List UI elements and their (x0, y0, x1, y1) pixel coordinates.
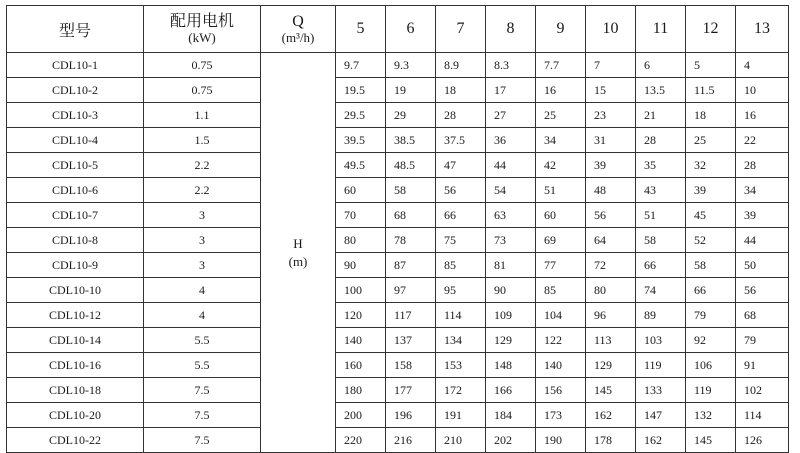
motor-power-cell: 7.5 (144, 378, 261, 403)
head-value-cell: 36 (486, 128, 536, 153)
head-value-cell: 80 (336, 228, 386, 253)
head-value-cell: 102 (736, 378, 789, 403)
head-value-cell: 8.3 (486, 53, 536, 78)
head-value-cell: 56 (736, 278, 789, 303)
head-value-cell: 27 (486, 103, 536, 128)
head-value-cell: 158 (386, 353, 436, 378)
head-value-cell: 52 (686, 228, 736, 253)
motor-power-header-label: 配用电机 (169, 13, 234, 30)
motor-power-cell: 3 (144, 203, 261, 228)
head-value-cell: 6 (636, 53, 686, 78)
head-value-cell: 145 (686, 428, 736, 453)
head-value-cell: 29.5 (336, 103, 386, 128)
model-cell: CDL10-2 (7, 78, 144, 103)
table-row (7, 153, 789, 178)
head-value-cell: 90 (336, 253, 386, 278)
head-value-cell: 210 (436, 428, 486, 453)
head-value-cell: 7 (586, 53, 636, 78)
flow-value-header: 7 (436, 6, 486, 53)
head-value-cell: 134 (436, 328, 486, 353)
head-value-cell: 48 (586, 178, 636, 203)
head-value-cell: 66 (686, 278, 736, 303)
head-value-cell: 137 (386, 328, 436, 353)
model-cell: CDL10-4 (7, 128, 144, 153)
head-value-cell: 60 (336, 178, 386, 203)
head-value-cell: 92 (686, 328, 736, 353)
head-value-cell: 28 (436, 103, 486, 128)
head-value-cell: 216 (386, 428, 436, 453)
table-row (7, 203, 789, 228)
head-value-cell: 133 (636, 378, 686, 403)
motor-power-cell: 1.5 (144, 128, 261, 153)
table-body (7, 53, 789, 453)
motor-power-cell: 2.2 (144, 178, 261, 203)
head-value-cell: 220 (336, 428, 386, 453)
head-value-cell: 180 (336, 378, 386, 403)
head-value-cell: 91 (736, 353, 789, 378)
model-cell: CDL10-9 (7, 253, 144, 278)
motor-power-cell: 4 (144, 278, 261, 303)
head-value-cell: 172 (436, 378, 486, 403)
table-row (7, 128, 789, 153)
flow-value-header: 12 (686, 6, 736, 53)
head-value-cell: 47 (436, 153, 486, 178)
head-value-cell: 31 (586, 128, 636, 153)
head-value-cell: 68 (736, 303, 789, 328)
model-cell: CDL10-22 (7, 428, 144, 453)
head-value-cell: 162 (586, 403, 636, 428)
flow-value-header: 11 (636, 6, 686, 53)
pump-spec-sheet (6, 5, 789, 453)
head-value-cell: 132 (686, 403, 736, 428)
table-row (7, 253, 789, 278)
head-value-cell: 19.5 (336, 78, 386, 103)
head-value-cell: 191 (436, 403, 486, 428)
head-value-cell: 60 (536, 203, 586, 228)
table-row (7, 78, 789, 103)
table-row (7, 328, 789, 353)
table-row (7, 53, 789, 78)
head-value-cell: 166 (486, 378, 536, 403)
head-value-cell: 129 (486, 328, 536, 353)
head-value-cell: 140 (336, 328, 386, 353)
head-value-cell: 15 (586, 78, 636, 103)
head-value-cell: 120 (336, 303, 386, 328)
model-header: 型号 (7, 6, 144, 53)
model-cell: CDL10-12 (7, 303, 144, 328)
head-value-cell: 18 (686, 103, 736, 128)
motor-power-header-unit: (kW) (188, 30, 216, 45)
head-value-cell: 119 (636, 353, 686, 378)
head-value-cell: 140 (536, 353, 586, 378)
head-value-cell: 68 (386, 203, 436, 228)
flow-value-header: 5 (336, 6, 386, 53)
head-value-cell: 145 (586, 378, 636, 403)
head-value-cell: 119 (686, 378, 736, 403)
head-value-cell: 96 (586, 303, 636, 328)
head-value-cell: 11.5 (686, 78, 736, 103)
head-value-cell: 129 (586, 353, 636, 378)
model-cell: CDL10-6 (7, 178, 144, 203)
head-value-cell: 38.5 (386, 128, 436, 153)
head-value-cell: 56 (586, 203, 636, 228)
head-value-cell: 44 (486, 153, 536, 178)
head-value-cell: 113 (586, 328, 636, 353)
head-value-cell: 200 (336, 403, 386, 428)
flow-value-header: 8 (486, 6, 536, 53)
head-value-cell: 147 (636, 403, 686, 428)
head-value-cell: 177 (386, 378, 436, 403)
head-value-cell: 106 (686, 353, 736, 378)
head-value-cell: 19 (386, 78, 436, 103)
head-value-cell: 45 (686, 203, 736, 228)
head-value-cell: 64 (586, 228, 636, 253)
head-value-cell: 160 (336, 353, 386, 378)
table-row (7, 178, 789, 203)
flow-value-header: 10 (586, 6, 636, 53)
model-cell: CDL10-7 (7, 203, 144, 228)
head-value-cell: 8.9 (436, 53, 486, 78)
head-value-cell: 114 (736, 403, 789, 428)
head-value-cell: 28 (736, 153, 789, 178)
head-value-cell: 156 (536, 378, 586, 403)
motor-power-cell: 3 (144, 228, 261, 253)
head-value-cell: 153 (436, 353, 486, 378)
motor-power-cell: 2.2 (144, 153, 261, 178)
table-row (7, 303, 789, 328)
head-value-cell: 58 (686, 253, 736, 278)
head-value-cell: 58 (636, 228, 686, 253)
model-cell: CDL10-14 (7, 328, 144, 353)
head-value-cell: 162 (636, 428, 686, 453)
head-value-cell: 51 (636, 203, 686, 228)
head-value-cell: 54 (486, 178, 536, 203)
head-value-cell: 63 (486, 203, 536, 228)
head-value-cell: 109 (486, 303, 536, 328)
head-value-cell: 72 (586, 253, 636, 278)
head-value-cell: 21 (636, 103, 686, 128)
head-value-cell: 202 (486, 428, 536, 453)
head-value-cell: 69 (536, 228, 586, 253)
head-value-cell: 74 (636, 278, 686, 303)
model-cell: CDL10-8 (7, 228, 144, 253)
table-row (7, 378, 789, 403)
pump-performance-table (6, 5, 789, 453)
table-row (7, 278, 789, 303)
motor-power-cell: 7.5 (144, 428, 261, 453)
head-value-cell: 51 (536, 178, 586, 203)
table-row (7, 428, 789, 453)
head-value-cell: 126 (736, 428, 789, 453)
head-value-cell: 173 (536, 403, 586, 428)
head-value-cell: 13.5 (636, 78, 686, 103)
head-value-cell: 85 (536, 278, 586, 303)
head-value-cell: 56 (436, 178, 486, 203)
head-value-cell: 70 (336, 203, 386, 228)
head-value-cell: 81 (486, 253, 536, 278)
head-value-cell: 75 (436, 228, 486, 253)
table-row (7, 228, 789, 253)
head-value-cell: 85 (436, 253, 486, 278)
head-value-cell: 25 (536, 103, 586, 128)
motor-power-cell: 1.1 (144, 103, 261, 128)
head-value-cell: 4 (736, 53, 789, 78)
flow-value-header: 6 (386, 6, 436, 53)
head-value-cell: 32 (686, 153, 736, 178)
head-value-cell: 22 (736, 128, 789, 153)
head-value-cell: 114 (436, 303, 486, 328)
head-value-cell: 43 (636, 178, 686, 203)
head-value-cell: 97 (386, 278, 436, 303)
model-cell: CDL10-10 (7, 278, 144, 303)
head-value-cell: 184 (486, 403, 536, 428)
head-value-cell: 89 (636, 303, 686, 328)
model-cell: CDL10-20 (7, 403, 144, 428)
head-value-cell: 9.3 (386, 53, 436, 78)
head-value-cell: 29 (386, 103, 436, 128)
head-value-cell: 95 (436, 278, 486, 303)
head-value-cell: 73 (486, 228, 536, 253)
motor-power-cell: 0.75 (144, 53, 261, 78)
table-row (7, 353, 789, 378)
head-h-unit: (m) (288, 253, 308, 269)
head-value-cell: 39 (586, 153, 636, 178)
model-cell: CDL10-3 (7, 103, 144, 128)
head-value-cell: 100 (336, 278, 386, 303)
head-value-cell: 80 (586, 278, 636, 303)
head-value-cell: 190 (536, 428, 586, 453)
motor-power-cell: 4 (144, 303, 261, 328)
head-value-cell: 25 (686, 128, 736, 153)
head-value-cell: 87 (386, 253, 436, 278)
model-cell: CDL10-18 (7, 378, 144, 403)
motor-power-header (144, 6, 261, 53)
head-h-label-cell (261, 53, 336, 453)
head-value-cell: 79 (736, 328, 789, 353)
header-row (7, 6, 789, 53)
model-cell: CDL10-5 (7, 153, 144, 178)
head-value-cell: 196 (386, 403, 436, 428)
head-value-cell: 104 (536, 303, 586, 328)
head-value-cell: 66 (436, 203, 486, 228)
head-value-cell: 23 (586, 103, 636, 128)
head-value-cell: 148 (486, 353, 536, 378)
head-value-cell: 16 (736, 103, 789, 128)
flow-value-header: 13 (736, 6, 789, 53)
motor-power-cell: 5.5 (144, 328, 261, 353)
head-value-cell: 39 (736, 203, 789, 228)
head-value-cell: 79 (686, 303, 736, 328)
head-value-cell: 34 (536, 128, 586, 153)
head-value-cell: 37.5 (436, 128, 486, 153)
head-value-cell: 44 (736, 228, 789, 253)
head-value-cell: 50 (736, 253, 789, 278)
motor-power-cell: 0.75 (144, 78, 261, 103)
head-value-cell: 9.7 (336, 53, 386, 78)
head-value-cell: 18 (436, 78, 486, 103)
flow-q-header-label: Q (292, 13, 304, 30)
motor-power-cell: 7.5 (144, 403, 261, 428)
head-value-cell: 122 (536, 328, 586, 353)
head-value-cell: 48.5 (386, 153, 436, 178)
head-h-label: H (293, 235, 303, 251)
head-value-cell: 5 (686, 53, 736, 78)
head-value-cell: 39.5 (336, 128, 386, 153)
head-value-cell: 7.7 (536, 53, 586, 78)
head-value-cell: 10 (736, 78, 789, 103)
motor-power-cell: 5.5 (144, 353, 261, 378)
head-value-cell: 78 (386, 228, 436, 253)
model-cell: CDL10-1 (7, 53, 144, 78)
head-value-cell: 49.5 (336, 153, 386, 178)
head-value-cell: 117 (386, 303, 436, 328)
head-value-cell: 39 (686, 178, 736, 203)
table-row (7, 403, 789, 428)
table-row (7, 103, 789, 128)
head-value-cell: 103 (636, 328, 686, 353)
head-value-cell: 66 (636, 253, 686, 278)
head-value-cell: 77 (536, 253, 586, 278)
head-value-cell: 16 (536, 78, 586, 103)
flow-value-header: 9 (536, 6, 586, 53)
head-value-cell: 35 (636, 153, 686, 178)
model-cell: CDL10-16 (7, 353, 144, 378)
head-value-cell: 178 (586, 428, 636, 453)
head-value-cell: 90 (486, 278, 536, 303)
head-value-cell: 17 (486, 78, 536, 103)
head-value-cell: 34 (736, 178, 789, 203)
head-value-cell: 58 (386, 178, 436, 203)
flow-q-header-unit: (m³/h) (281, 30, 315, 45)
flow-q-header (261, 6, 336, 53)
motor-power-cell: 3 (144, 253, 261, 278)
head-value-cell: 42 (536, 153, 586, 178)
head-value-cell: 28 (636, 128, 686, 153)
